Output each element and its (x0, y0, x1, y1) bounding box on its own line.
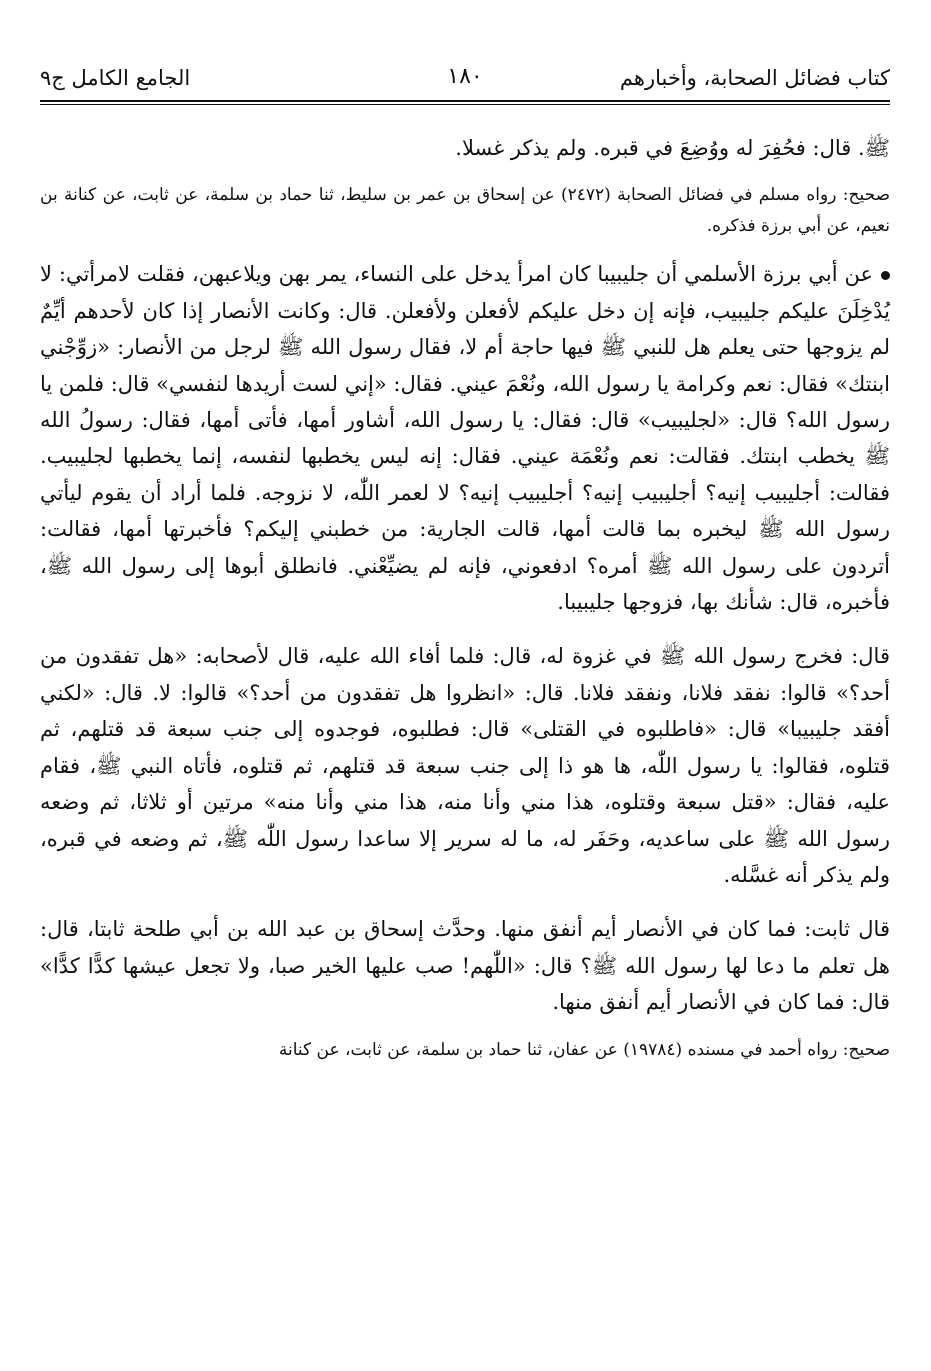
hadith-text: عن أبي برزة الأسلمي أن جليبيبا كان امرأ يدخل على النساء، يمر بهن ويلاعبهن، فقلت لامرأتي: لا يُدْخِلَنَ عليكم جليبيب، فإنه إن دخل عليكم لأفعلن ولأفعلن. قال: وكانت الأنصار إذا كان لأحدهم أيِّمٌ لم يزوجها حتى يعلم هل للنبي ﷺ فيها حاجة أم لا، فقال رسول الله ﷺ لرجل من الأنصار: «زوِّجْني ابنتك» فقال: نعم وكرامة يا رسول الله، ونُعْمَ عيني. فقال: «إني لست أريدها لنفسي» قال: فلمن يا رسول الله؟ قال: «لجليبيب» قال: فقال: يا رسول الله، أشاور أمها، فأتى أمها، فقال: رسولُ الله ﷺ يخطب ابنتك. فقالت: نعم ونُعْمَة عيني. فقال: إنه ليس يخطبها لنفسه، إنما يخطبها لجليبيب. فقالت: أجليبيب إنيه؟ أجليبيب إنيه؟ أجليبيب إنيه؟ لا لعمر اللّٰه، لا نزوجه. فلما أراد أن يقوم ليأتي رسول الله ﷺ ليخبره بما قالت أمها، قالت الجارية: من خطبني إليكم؟ فأخبرتها أمها، فقالت: أتردون على رسول الله ﷺ أمره؟ ادفعوني، فإنه لم يضيِّعْني. فانطلق أبوها إلى رسول الله ﷺ، فأخبره، قال: شأنك بها، فزوجها جليبيبا. (40, 262, 890, 615)
takhrij-note-2: صحيح: رواه أحمد في مسنده (١٩٧٨٤) عن عفان، ثنا حماد بن سلمة، عن ثابت، عن كنانة (278, 1039, 890, 1060)
header-rule (40, 100, 890, 105)
takhrij-note-1: صحيح: رواه مسلم في فضائل الصحابة (٢٤٧٢) عن إسحاق بن عمر بن سليط، ثنا حماد بن سلمة، عن ثابت، عن كنانة بن نعيم، عن أبي برزة فذكره. (40, 185, 891, 237)
bullet-marker (881, 271, 890, 280)
running-header (40, 52, 890, 96)
page-body (40, 130, 890, 1066)
paragraph-battle: قال: فخرج رسول الله ﷺ في غزوة له، قال: فلما أفاء الله عليه، قال لأصحابه: «هل تفقدون من أحد؟» قالوا: نفقد فلانا، ونفقد فلانا. قال: «انظروا هل تفقدون من أحد؟» قالوا: لا. قال: «لكني أفقد جليبيبا» قال: «فاطلبوه في القتلى» قال: فطلبوه، فوجدوه إلى جنب سبعة قد قتلهم، ثم قتلوه، فقالوا: يا رسول اللّٰه، ها هو ذا إلى جنب سبعة قد قتلهم، ثم قتلوه، فأتاه النبي ﷺ، فقام عليه، فقال: «قتل سبعة وقتلوه، هذا مني وأنا منه، هذا مني وأنا منه» مرتين أو ثلاثا، ثم وضعه رسول الله ﷺ على ساعديه، وحَفَر له، ما له سرير إلا ساعدا رسول اللّٰه ﷺ، ثم وضعه في قبره، ولم يذكر أنه غسَّله. (40, 644, 891, 887)
paragraph-hadith-end: ﷺ. قال: فحُفِرَ له ووُضِعَ في قبره. ولم يذكر غسلا. (455, 136, 890, 160)
page-number: ١٨٠ (447, 64, 483, 89)
paragraph-thabit: قال ثابت: فما كان في الأنصار أيم أنفق منها. وحدَّث إسحاق بن عبد الله بن أبي طلحة ثابتا، قال: هل تعلم ما دعا لها رسول الله ﷺ؟ قال: «اللّٰهم! صب عليها الخير صبا، ولا تجعل عيشها كدًّا كدًّا» قال: فما كان في الأنصار أيم أنفق منها. (40, 917, 890, 1015)
paragraph-hadith-julaybib (40, 256, 890, 620)
header-volume: الجامع الكامل ج٩ (40, 66, 191, 90)
book-page (40, 52, 891, 1060)
header-book-section: كتاب فضائل الصحابة، وأخبارهم (619, 66, 890, 90)
